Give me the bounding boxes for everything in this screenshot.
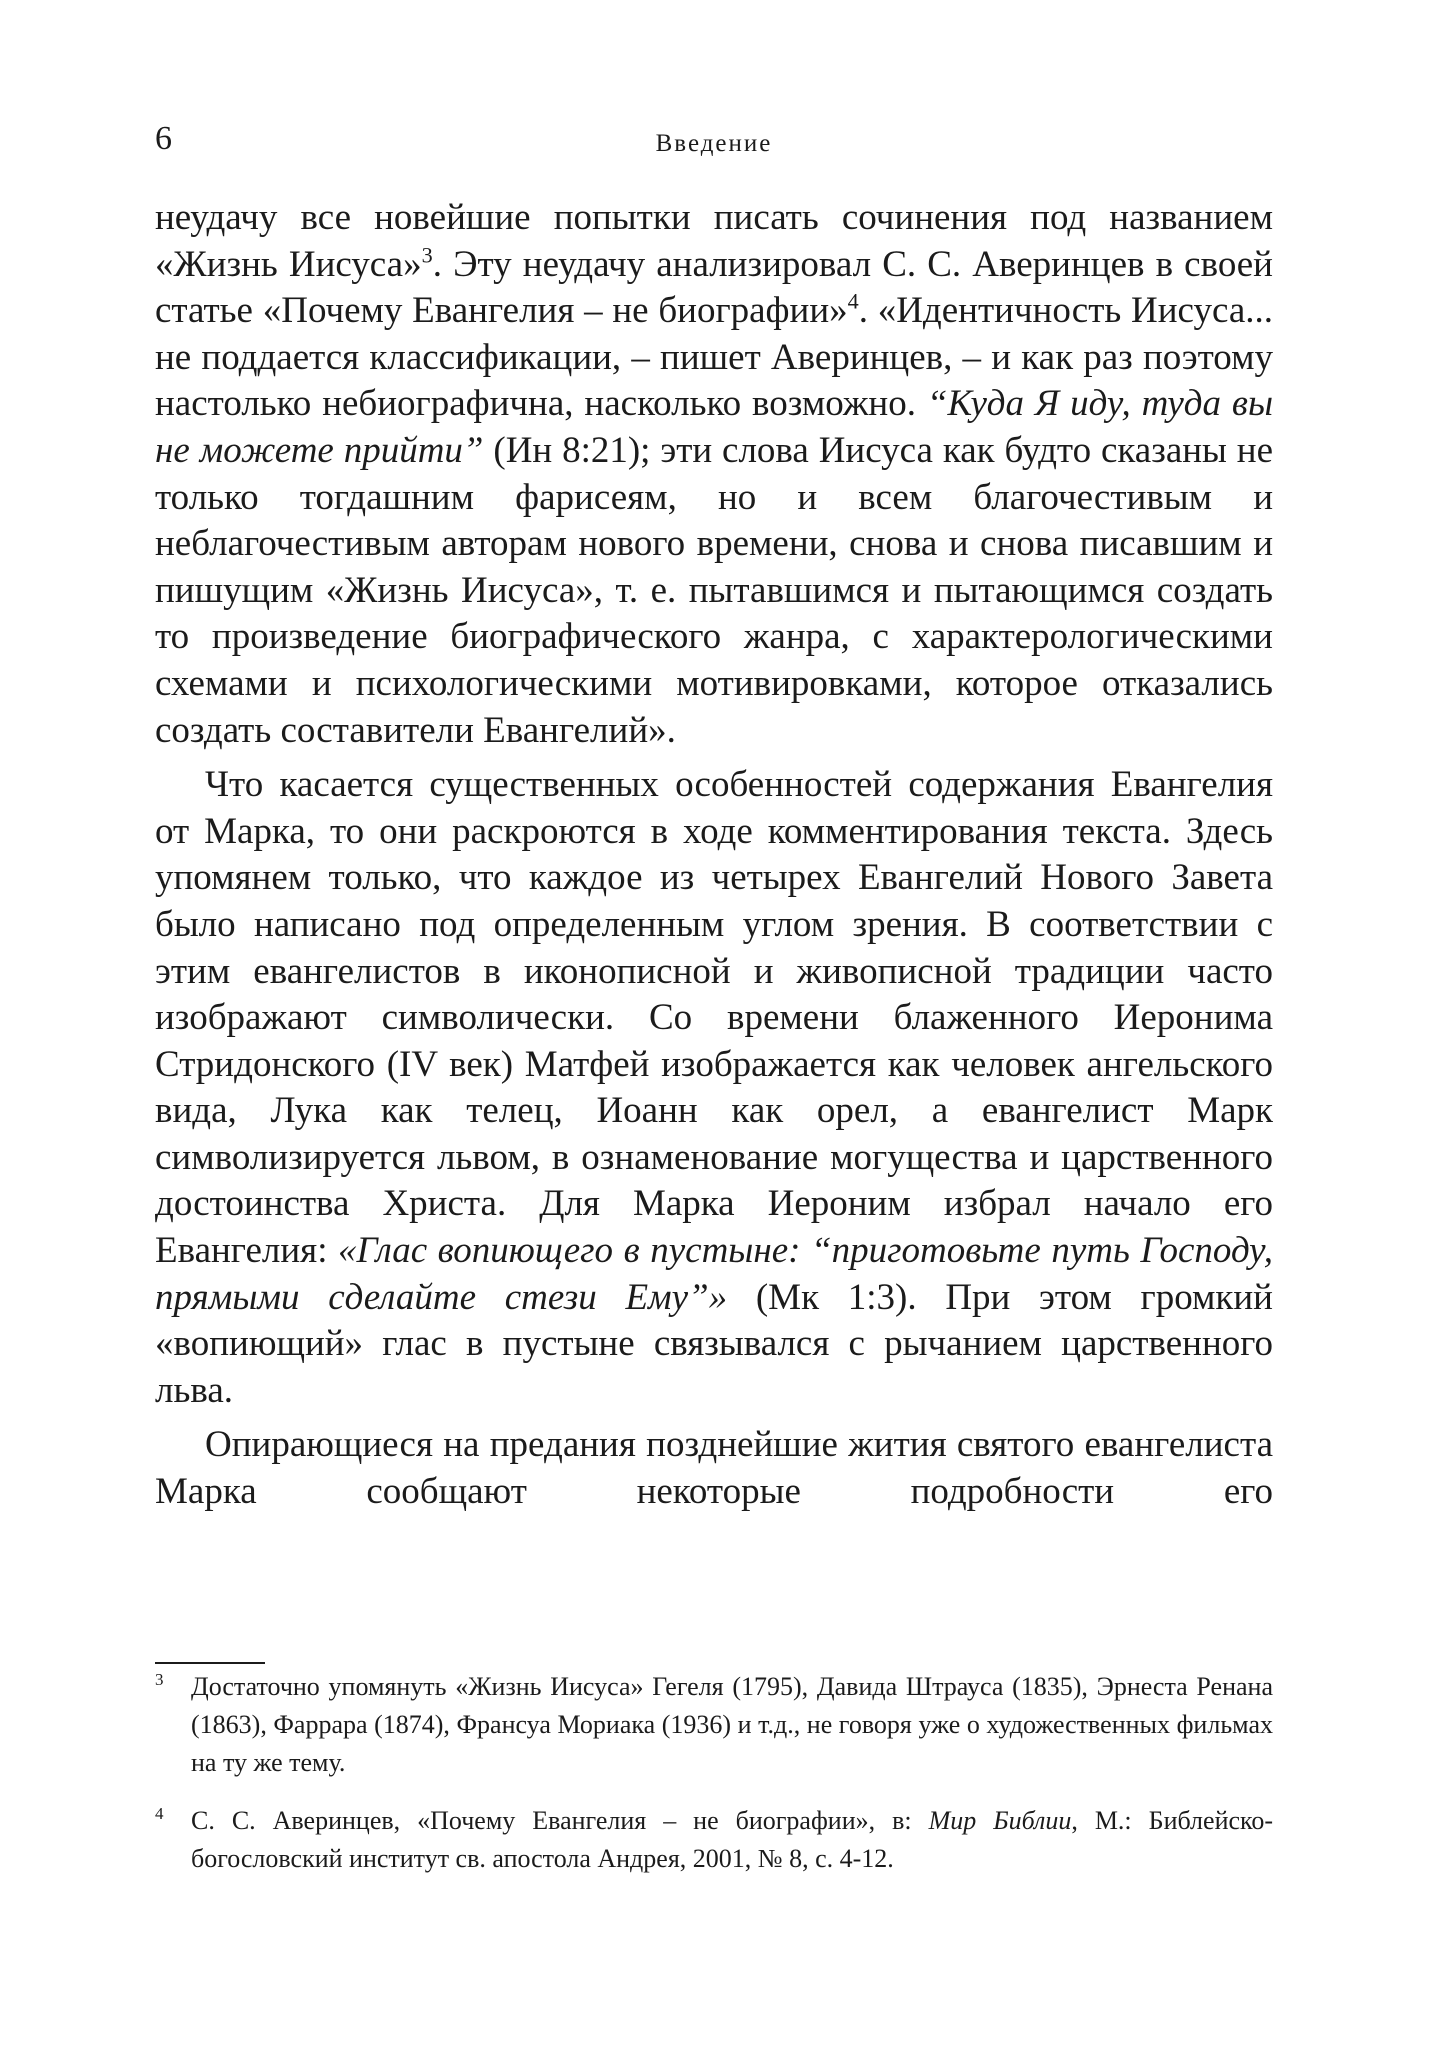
paragraph-2-quote: «Глас вопиющего в пустыне: “приготовьте путь Господу, прямыми сделайте стези Ему”»: [155, 1230, 1274, 1318]
footnote-ref-4: 4: [847, 288, 859, 314]
footnote-4-book-title: Мир Библии: [928, 1806, 1072, 1835]
paragraph-1-text-b: . Эту неудачу анализировал С. С. Аверинцев в своей статье «Почему Евангелия – не биографии»: [155, 243, 1273, 332]
paragraph-1-quote: “Куда Я иду, туда вы не можете прийти”: [155, 383, 1273, 471]
paragraph-2-text-a: Что касается существенных особенностей содержания Евангелия от Марка, то они раскроются в ходе комментирования текста. Здесь упомянем только, что каждое из четырех Евангелий Нового Завета было написано под определенным углом зрения. В соответствии с этим евангелистов в иконописной и живописной традиции часто изображают символически. Со времени блаженного Иеронима Стридонского (IV век) Матфей изображается как человек ангельского вида, Лука как телец, Иоанн как орел, а евангелист Марк символизируется львом, в ознаменование могущества и царственного достоинства Христа. Для Марка Иероним избрал начало его Евангелия:: [155, 764, 1273, 1272]
paragraph-1-text-c: . «Идентичность Иисуса... не поддается классификации, – пишет Аверинцев, – и как раз поэтому настолько небиографична, насколько возможно.: [155, 290, 1273, 425]
footnotes: [155, 1668, 1273, 1898]
running-title: Введение: [655, 130, 773, 157]
paragraph-2: [155, 762, 1273, 1414]
paragraph-1: [155, 195, 1273, 754]
page-number: 6: [155, 120, 172, 157]
footnote-4-text-b: , М.: Библейско-богословский институт св. апостола Андрея, 2001, № 8, с. 4-12.: [191, 1806, 1273, 1873]
footnote-3-text: Достаточно упомянуть «Жизнь Иисуса» Гегеля (1795), Давида Штрауса (1835), Эрнеста Ренана (1863), Фаррара (1874), Франсуа Мориака (1936) и т.д., не говоря уже о художественных фильмах на ту же тему.: [191, 1672, 1273, 1777]
footnote-ref-3: 3: [421, 242, 433, 268]
footnote-separator: [155, 1662, 265, 1664]
paragraph-2-text-b: (Мк 1:3). При этом громкий «вопиющий» глас в пустыне связывался с рычанием царственного льва.: [155, 1276, 1273, 1411]
page-header: [155, 120, 1273, 164]
footnote-4-marker: 4: [155, 1804, 164, 1823]
footnote-4: [155, 1802, 1273, 1878]
paragraph-1-text-d: (Ин 8:21); эти слова Иисуса как будто сказаны не только тогдашним фарисеям, но и всем благочестивым и неблагочестивым авторам нового времени, снова и снова писавшим и пишущим «Жизнь Иисуса», т. е. пытавшимся и пытающимся создать то произведение биографического жанра, с характерологическими схемами и психологическими мотивировками, которое отказались создать составители Евангелий».: [155, 429, 1273, 751]
paragraph-3: Опирающиеся на предания позднейшие жития святого евангелиста Марка сообщают некоторые подробности его: [155, 1424, 1273, 1513]
footnote-4-text-a: С. С. Аверинцев, «Почему Евангелия – не биографии», в:: [191, 1806, 929, 1835]
footnote-3-marker: 3: [155, 1670, 164, 1689]
main-text: [155, 195, 1273, 1516]
footnote-4-text: [191, 1802, 1273, 1878]
paragraph-1-text-a: неудачу все новейшие попытки писать сочинения под названием «Жизнь Иисуса»: [155, 197, 1273, 285]
footnote-3: [155, 1668, 1273, 1782]
